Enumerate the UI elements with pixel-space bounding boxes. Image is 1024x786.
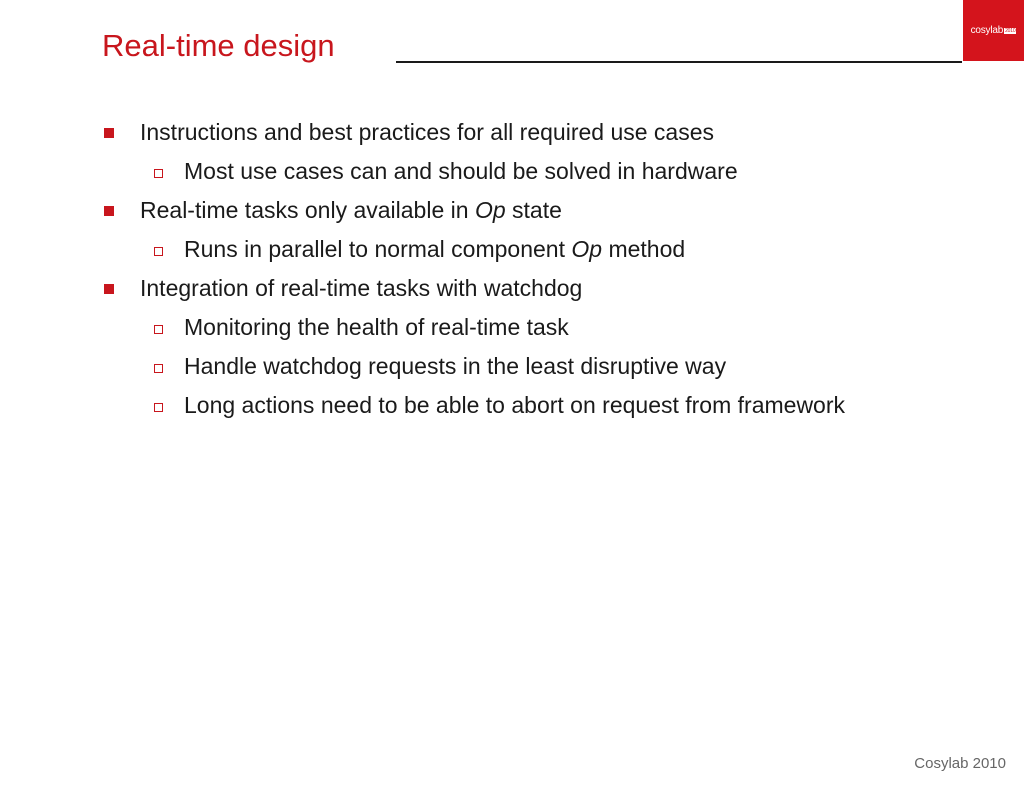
- bullet-text-before: Real-time tasks only available in: [140, 197, 475, 223]
- square-bullet-icon: [104, 128, 114, 138]
- sub-bullet-item: [102, 311, 892, 344]
- logo-tag: 2010: [1005, 27, 1016, 34]
- sub-bullet-text: Most use cases can and should be solved in hardware: [184, 158, 738, 184]
- sub-bullet-text: Handle watchdog requests in the least disruptive way: [184, 353, 727, 379]
- bullet-text: Instructions and best practices for all required use cases: [140, 119, 715, 145]
- sub-bullet-text: Monitoring the health of real-time task: [184, 314, 569, 340]
- bullet-item: [102, 116, 892, 149]
- title-underline: [396, 61, 962, 63]
- logo-wordmark: [971, 25, 1017, 36]
- cosylab-logo: [963, 0, 1024, 61]
- sub-bullet-item: [102, 389, 892, 422]
- hollow-square-bullet-icon: [154, 364, 163, 373]
- hollow-square-bullet-icon: [154, 325, 163, 334]
- hollow-square-bullet-icon: [154, 247, 163, 256]
- square-bullet-icon: [104, 284, 114, 294]
- bullet-text-after: state: [505, 197, 562, 223]
- hollow-square-bullet-icon: [154, 169, 163, 178]
- bullet-text: Integration of real-time tasks with watchdog: [140, 275, 583, 301]
- sub-bullet-item: [102, 350, 892, 383]
- bullet-emphasis: Op: [474, 197, 506, 223]
- sub-bullet-emphasis: Op: [571, 236, 603, 262]
- sub-bullet-text-after: method: [602, 236, 686, 262]
- sub-bullet-item: [102, 155, 892, 188]
- bullet-item: [102, 194, 892, 227]
- slide-title: Real-time design: [102, 28, 335, 63]
- sub-bullet-item: [102, 233, 892, 266]
- bullet-list: [102, 116, 892, 428]
- slide-footer: Cosylab 2010: [914, 755, 1006, 772]
- sub-bullet-text: Long actions need to be able to abort on request from framework: [184, 392, 846, 418]
- sub-bullet-text-before: Runs in parallel to normal component: [184, 236, 572, 262]
- logo-text: cosylab: [970, 25, 1004, 36]
- hollow-square-bullet-icon: [154, 403, 163, 412]
- square-bullet-icon: [104, 206, 114, 216]
- bullet-item: [102, 272, 892, 305]
